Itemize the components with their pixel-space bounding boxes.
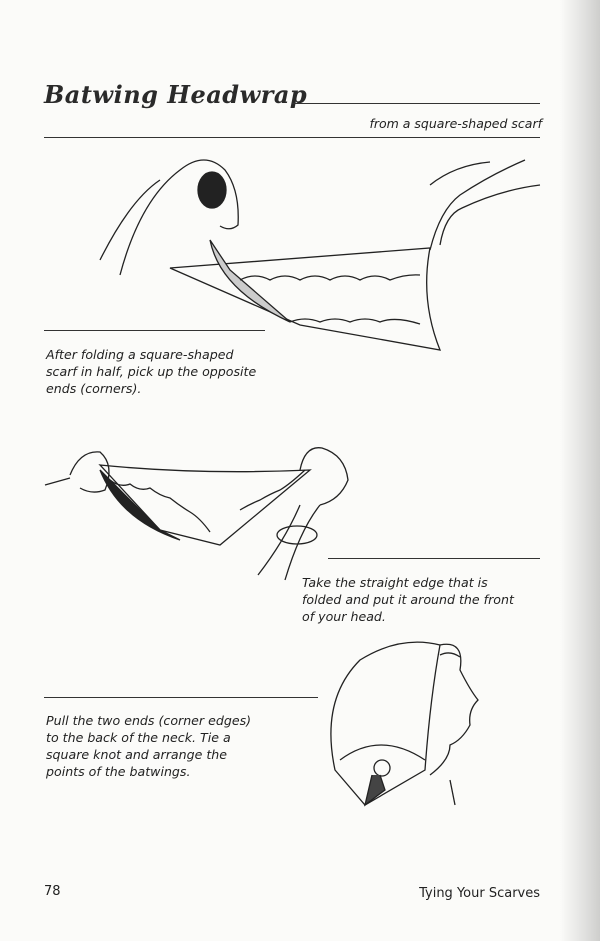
step-2-caption: Take the straight edge that is folded and put it around the front of your head.: [302, 575, 514, 624]
page-number: 78: [44, 884, 61, 899]
running-footer: Tying Your Scarves: [419, 886, 540, 901]
step-3-rule: [44, 697, 318, 698]
illustration-step-1-hands-holding-scarf: [100, 160, 540, 350]
subtitle: from a square-shaped scarf: [369, 116, 542, 131]
page-title: Batwing Headwrap: [44, 80, 308, 109]
illustration-step-2-holding-scarf-edge: [45, 448, 348, 580]
step-2-rule: [328, 558, 540, 559]
step-1-rule: [44, 330, 265, 331]
illustration-step-3-head-profile: [331, 642, 478, 805]
step-1-caption: After folding a square-shaped scarf in half, pick up the opposite ends (corners).: [46, 347, 257, 396]
step-3-caption: Pull the two ends (corner edges) to the back of the neck. Tie a square knot and arrange the points of the batwings.: [46, 713, 252, 779]
